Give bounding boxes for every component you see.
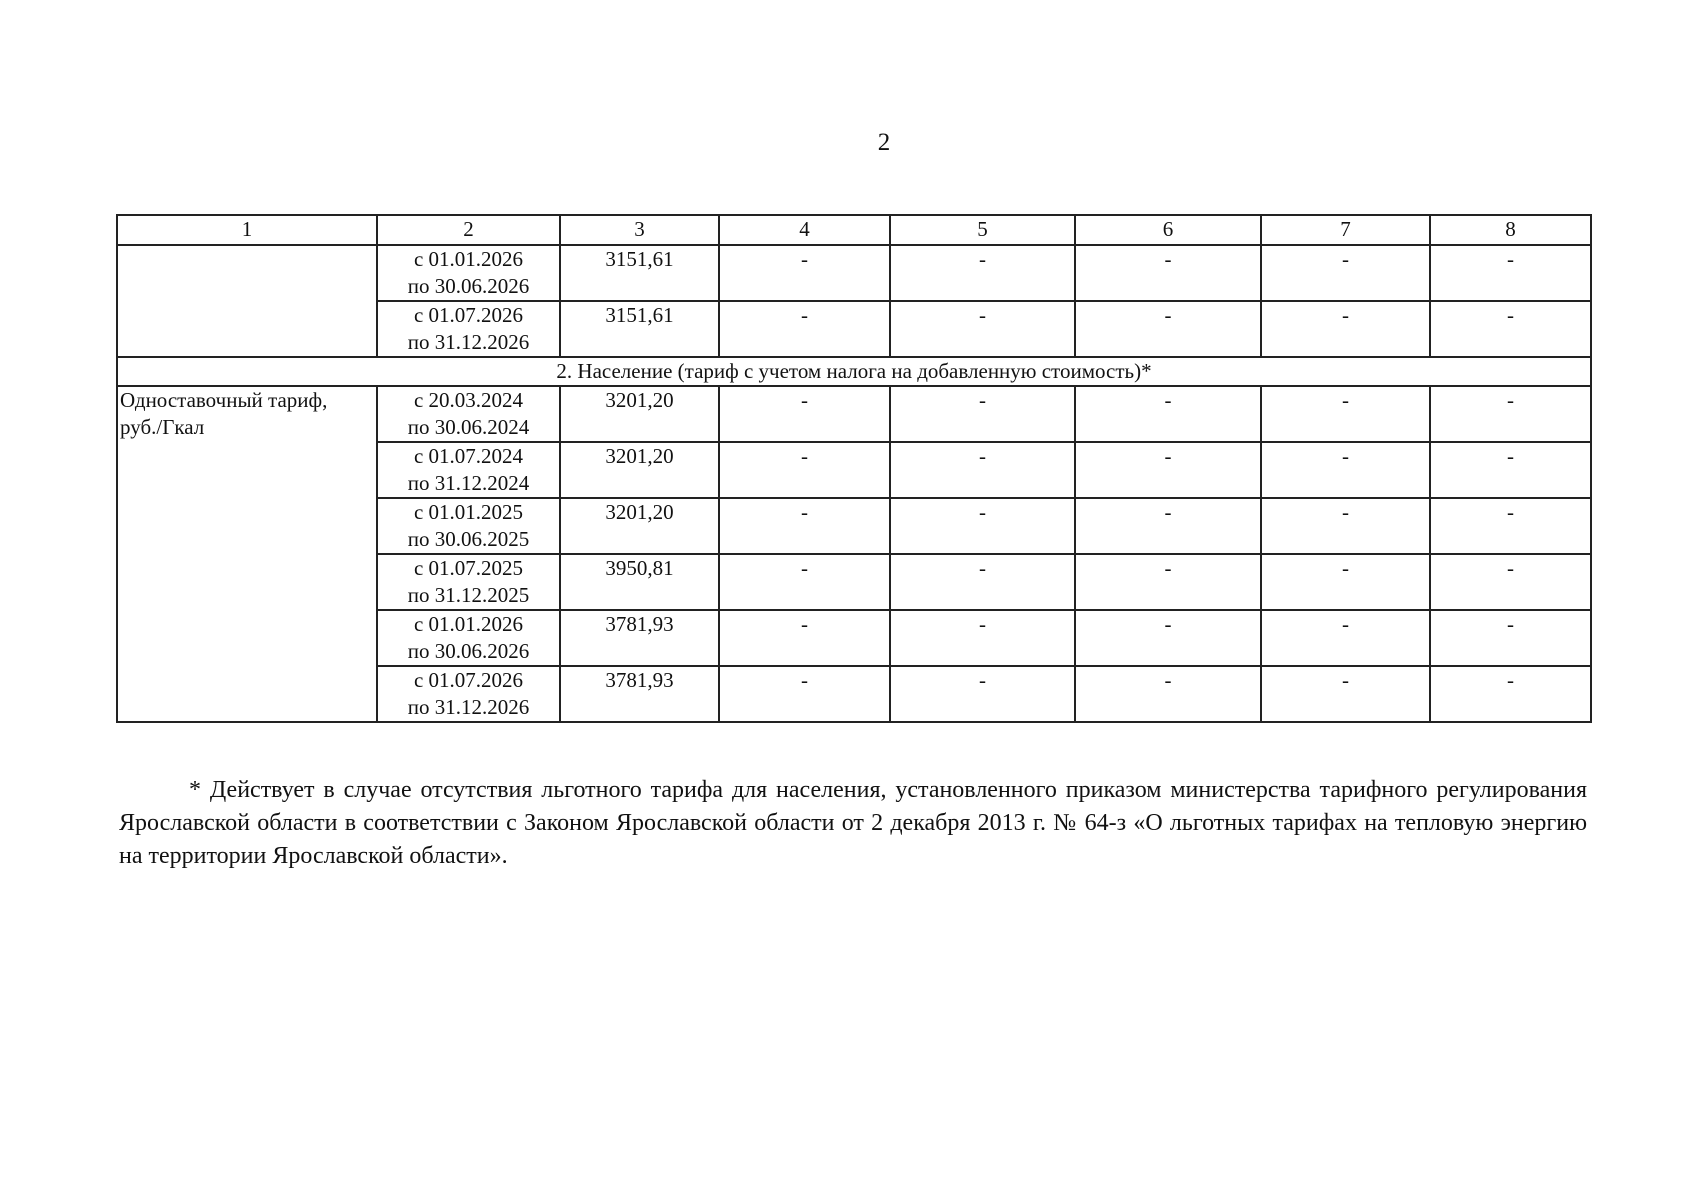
dash-cell: -	[1430, 386, 1591, 442]
section-title: 2. Население (тариф с учетом налога на добавленную стоимость)*	[117, 357, 1591, 386]
dash-cell: -	[1430, 498, 1591, 554]
dash-cell: -	[890, 301, 1075, 357]
period-to: по 30.06.2026	[407, 639, 530, 663]
tariff-value: 3781,93	[560, 666, 719, 722]
period-to: по 30.06.2024	[407, 415, 530, 439]
dash-cell: -	[1430, 245, 1591, 301]
dash-cell: -	[719, 498, 890, 554]
dash-cell: -	[719, 301, 890, 357]
dash-cell: -	[1261, 610, 1430, 666]
section-title-row	[117, 357, 1591, 386]
period-from: с 01.07.2024	[413, 444, 524, 468]
dash-cell: -	[719, 442, 890, 498]
period-to: по 31.12.2026	[407, 330, 530, 354]
tariff-type-label: Одноставочный тариф, руб./Гкал	[117, 386, 377, 722]
tariff-value: 3151,61	[560, 301, 719, 357]
dash-cell: -	[1075, 442, 1261, 498]
dash-cell: -	[890, 442, 1075, 498]
empty-label-cell	[117, 245, 377, 357]
table-row	[117, 245, 1591, 301]
period-cell	[377, 245, 560, 301]
period-cell	[377, 666, 560, 722]
table-body	[117, 215, 1591, 722]
tariff-value: 3201,20	[560, 498, 719, 554]
dash-cell: -	[1261, 666, 1430, 722]
dash-cell: -	[890, 386, 1075, 442]
period-from: с 01.01.2025	[413, 500, 524, 524]
dash-cell: -	[1075, 245, 1261, 301]
dash-cell: -	[1075, 666, 1261, 722]
period-to: по 31.12.2025	[407, 583, 530, 607]
column-number: 1	[117, 215, 377, 245]
period-to: по 30.06.2026	[407, 274, 530, 298]
dash-cell: -	[1261, 386, 1430, 442]
period-from: с 20.03.2024	[413, 388, 524, 412]
dash-cell: -	[1261, 245, 1430, 301]
period-from: с 01.01.2026	[413, 247, 524, 271]
dash-cell: -	[1261, 301, 1430, 357]
tariff-table	[116, 214, 1592, 723]
period-cell	[377, 301, 560, 357]
column-number: 3	[560, 215, 719, 245]
footnote: * Действует в случае отсутствия льготного тарифа для населения, установленного приказом министерства тарифного регулирования Ярославской области в соответствии с Законом Ярославской области от 2 декабря 2013 г. № 64-з «О льготных тарифах на тепловую энергию на территории Ярославской области».	[119, 777, 1587, 869]
dash-cell: -	[1261, 554, 1430, 610]
period-from: с 01.07.2026	[413, 303, 524, 327]
dash-cell: -	[1261, 498, 1430, 554]
period-from: с 01.07.2025	[413, 556, 524, 580]
dash-cell: -	[719, 245, 890, 301]
dash-cell: -	[890, 245, 1075, 301]
dash-cell: -	[1430, 301, 1591, 357]
period-cell	[377, 498, 560, 554]
dash-cell: -	[1075, 301, 1261, 357]
tariff-value: 3201,20	[560, 386, 719, 442]
table-row	[117, 386, 1591, 442]
dash-cell: -	[890, 666, 1075, 722]
period-cell	[377, 442, 560, 498]
dash-cell: -	[1075, 498, 1261, 554]
tariff-value: 3950,81	[560, 554, 719, 610]
period-to: по 30.06.2025	[407, 527, 530, 551]
period-cell	[377, 386, 560, 442]
column-number-row	[117, 215, 1591, 245]
dash-cell: -	[1075, 554, 1261, 610]
period-cell	[377, 610, 560, 666]
tariff-value: 3151,61	[560, 245, 719, 301]
tariff-value: 3201,20	[560, 442, 719, 498]
dash-cell: -	[719, 610, 890, 666]
dash-cell: -	[719, 386, 890, 442]
dash-cell: -	[1261, 442, 1430, 498]
column-number: 7	[1261, 215, 1430, 245]
dash-cell: -	[1430, 442, 1591, 498]
dash-cell: -	[1430, 610, 1591, 666]
column-number: 2	[377, 215, 560, 245]
tariff-value: 3781,93	[560, 610, 719, 666]
period-to: по 31.12.2026	[407, 695, 530, 719]
period-from: с 01.01.2026	[413, 612, 524, 636]
dash-cell: -	[890, 498, 1075, 554]
page-number: 2	[877, 129, 891, 156]
period-cell	[377, 554, 560, 610]
dash-cell: -	[1430, 554, 1591, 610]
dash-cell: -	[719, 554, 890, 610]
period-from: с 01.07.2026	[413, 668, 524, 692]
period-to: по 31.12.2024	[407, 471, 530, 495]
dash-cell: -	[1075, 610, 1261, 666]
dash-cell: -	[890, 610, 1075, 666]
dash-cell: -	[1430, 666, 1591, 722]
column-number: 4	[719, 215, 890, 245]
column-number: 8	[1430, 215, 1591, 245]
dash-cell: -	[719, 666, 890, 722]
column-number: 6	[1075, 215, 1261, 245]
column-number: 5	[890, 215, 1075, 245]
dash-cell: -	[890, 554, 1075, 610]
dash-cell: -	[1075, 386, 1261, 442]
